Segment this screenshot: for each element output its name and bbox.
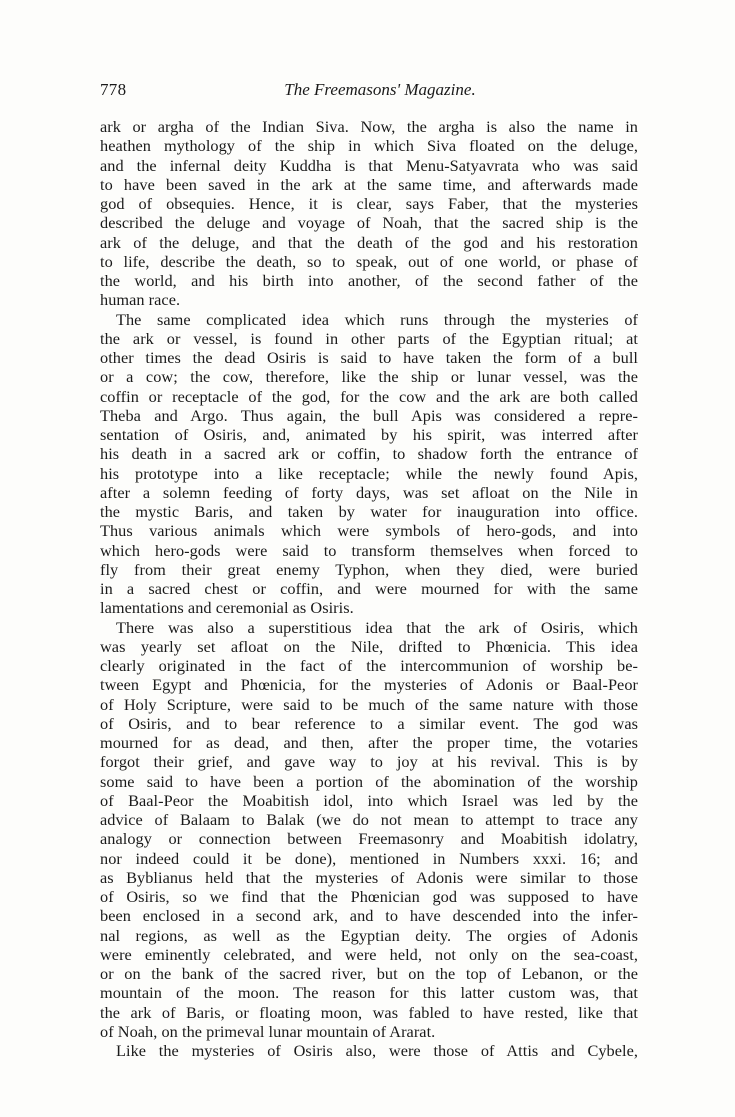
text-line: Theba and Argo. Thus again, the bull Apis was considered a repre- [100,405,638,425]
text-line: of Osiris, so we find that the Phœnician god was supposed to have [100,887,638,906]
text-line: lamentations and ceremonial as Osiris. [100,598,354,618]
page-number: 778 [100,80,127,99]
text-line: been enclosed in a second ark, and to have descended into the infer- [100,906,638,926]
text-line: advice of Balaam to Balak (we do not mean to attempt to trace any [100,810,638,829]
text-line: or a cow; the cow, therefore, like the ship or lunar vessel, was the [100,367,638,387]
article-body [100,117,638,1060]
text-line: ark or argha of the Indian Siva. Now, the argha is also the name in [100,117,638,136]
text-line: which hero-gods were said to transform themselves when forced to [100,540,638,560]
text-line: were eminently celebrated, and were held, not only on the sea-coast, [100,944,638,964]
text-line: coffin or receptacle of the god, for the cow and the ark are both called [100,386,638,406]
text-line: Like the mysteries of Osiris also, were those of Attis and Cybele, [116,1041,638,1060]
text-line: other times the dead Osiris is said to have taken the form of a bull [100,348,638,367]
text-line: nor indeed could it be done), mentioned in Numbers xxxi. 16; and [100,848,638,868]
text-line: of Osiris, and to bear reference to a similar event. The god was [100,713,638,733]
text-line: his prototype into a like receptacle; while the newly found Apis, [100,463,638,483]
text-line: the ark of Baris, or floating moon, was fabled to have rested, like that [100,1002,638,1022]
text-line: mountain of the moon. The reason for this latter custom was, that [100,983,638,1003]
text-line: was yearly set afloat on the Nile, drifted to Phœnicia. This idea [100,636,638,656]
text-line: The same complicated idea which runs through the mysteries of [116,309,638,329]
text-line: some said to have been a portion of the abomination of the worship [100,771,638,791]
text-line: mourned for as dead, and then, after the proper time, the votaries [100,733,638,752]
text-line: human race. [100,290,181,310]
text-line: or on the bank of the sacred river, but on the top of Lebanon, or the [100,964,638,983]
text-line: to have been saved in the ark at the same time, and afterwards made [100,174,638,194]
text-line: the ark or vessel, is found in other parts of the Egyptian ritual; at [100,328,638,348]
text-line: Thus various animals which were symbols of hero-gods, and into [100,521,638,541]
text-line: fly from their great enemy Typhon, when they died, were buried [100,559,638,579]
text-line: sentation of Osiris, and, animated by his spirit, was interred after [100,425,638,444]
text-line: forgot their grief, and gave way to joy at his revival. This is by [100,752,638,772]
text-line: to life, describe the death, so to speak, out of one world, or phase of [100,251,638,271]
text-line: god of obsequies. Hence, it is clear, says Faber, that the mysteries [100,194,638,213]
page-header [100,80,640,104]
text-line: heathen mythology of the ship in which Siva floated on the deluge, [100,136,638,156]
running-title: The Freemasons' Magazine. [284,80,476,99]
text-line: of Baal-Peor the Moabitish idol, into which Israel was led by the [100,790,638,810]
text-line: described the deluge and voyage of Noah, that the sacred ship is the [100,213,638,233]
text-line: in a sacred chest or coffin, and were mourned for with the same [100,579,638,598]
text-line: nal regions, as well as the Egyptian deity. The orgies of Adonis [100,925,638,945]
text-line: clearly originated in the fact of the intercommunion of worship be- [100,656,638,675]
text-line: of Holy Scripture, were said to be much of the same nature with those [100,694,638,714]
text-line: the mystic Baris, and taken by water for inauguration into office. [100,502,638,521]
text-line: of Noah, on the primeval lunar mountain of Ararat. [100,1021,436,1041]
text-line: There was also a superstitious idea that the ark of Osiris, which [116,617,638,637]
text-line: analogy or connection between Freemasonry and Moabitish idolatry, [100,829,638,849]
text-line: tween Egypt and Phœnicia, for the mysteries of Adonis or Baal-Peor [100,675,638,695]
text-line: the world, and his birth into another, of the second father of the [100,271,638,290]
text-line: his death in a sacred ark or coffin, to shadow forth the entrance of [100,444,638,464]
text-line: ark of the deluge, and that the death of the god and his restoration [100,232,638,252]
text-line: after a solemn feeding of forty days, was set afloat on the Nile in [100,482,638,502]
text-line: and the infernal deity Kuddha is that Menu-Satyavrata who was said [100,155,638,175]
text-line: as Byblianus held that the mysteries of Adonis were similar to those [100,867,638,887]
